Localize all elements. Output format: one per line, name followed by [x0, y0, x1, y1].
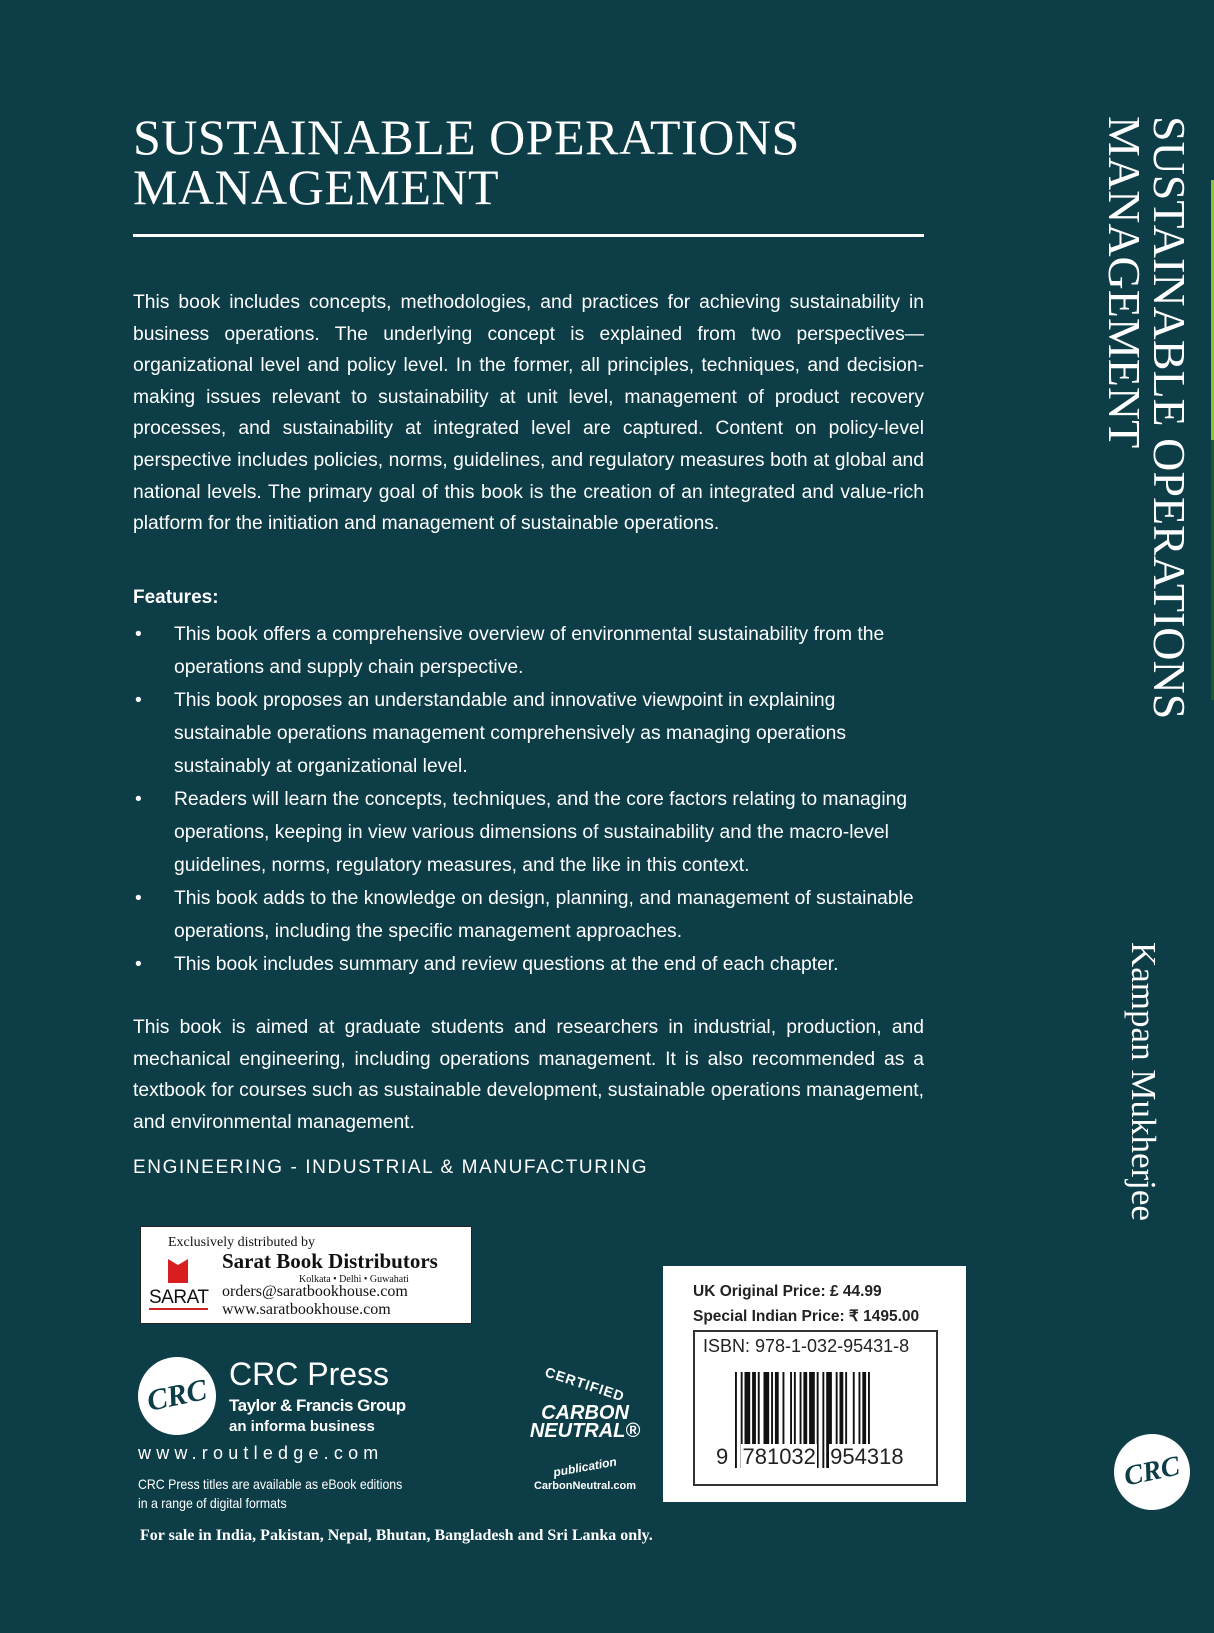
- title-line-2: MANAGEMENT: [133, 159, 500, 215]
- book-title: [133, 109, 800, 215]
- distributor-name: Sarat Book Distributors: [222, 1249, 438, 1273]
- feature-item: [133, 948, 924, 981]
- feature-text: Readers will learn the concepts, techniques, and the core factors relating to managing operations, keeping in view various dimensions of sustainability and the macro-level guidelines, norms, regulatory measures, and the like in this context.: [174, 789, 908, 876]
- price-box: [663, 1266, 966, 1502]
- badge-carbon: CARBON: [541, 1402, 629, 1424]
- bullet: •: [135, 954, 142, 975]
- sarat-logo: [149, 1259, 209, 1317]
- barcode-digit-first: 9: [716, 1444, 729, 1469]
- barcode-digits-right: 954318: [830, 1444, 904, 1469]
- feature-item: [133, 618, 924, 684]
- badge-certified: CERTIFIED: [543, 1363, 627, 1405]
- bullet: •: [135, 624, 142, 645]
- book-mark-icon: [168, 1259, 188, 1283]
- description: This book includes concepts, methodologies, and practices for achieving sustainability in business operations. The underlying concept is explained from two perspectives—organizational level and policy level. In the former, all principles, techniques, and decision-making issues relevant to sustainability at unit level, management of product recovery processes, and sustainability at integrated level are captured. Content on policy-level perspective includes policies, norms, guidelines, and regulatory measures both at global and national levels. The primary goal of this book is the creation of an integrated and value-rich platform for the initiation and management of sustainable operations.: [133, 292, 924, 535]
- publisher-group: Taylor & Francis Group: [229, 1396, 406, 1415]
- publisher-name: CRC Press: [229, 1356, 390, 1392]
- bullet: •: [135, 789, 142, 810]
- barcode-digits-left: 781032: [742, 1444, 816, 1469]
- subject-category: ENGINEERING - INDUSTRIAL & MANUFACTURING: [133, 1157, 649, 1178]
- spine-title-line1: SUSTAINABLE OPERATIONS: [1144, 116, 1195, 720]
- spine-crc-logo: CRC: [1107, 1427, 1197, 1517]
- title-divider: [133, 234, 924, 237]
- badge-publication: publication: [552, 1454, 618, 1480]
- distributor-cities: Kolkata • Delhi • Guwahati: [299, 1274, 409, 1285]
- spine-author: Kampan Mukherjee: [1124, 942, 1163, 1221]
- sale-territory-notice: For sale in India, Pakistan, Nepal, Bhutan, Bangladesh and Sri Lanka only.: [140, 1527, 653, 1544]
- feature-text: This book includes summary and review questions at the end of each chapter.: [174, 954, 839, 975]
- crc-logo: CRC: [131, 1350, 224, 1443]
- distributor-intro: Exclusively distributed by: [168, 1235, 315, 1250]
- badge-site: CarbonNeutral.com: [533, 1480, 637, 1492]
- indian-price: Special Indian Price: ₹ 1495.00: [693, 1308, 920, 1325]
- feature-text: This book offers a comprehensive overview of environmental sustainability from the operations and supply chain perspective.: [174, 624, 885, 678]
- ebook-note: [138, 1475, 402, 1513]
- sarat-logo-text: SARAT: [149, 1287, 209, 1308]
- audience-paragraph: This book is aimed at graduate students and researchers in industrial, production, and mechanical engineering, including operations management. It is also recommended as a textbook for courses such as sustainable development, sustainable operations management, and environmental management.: [133, 1017, 925, 1133]
- feature-item: [133, 783, 924, 882]
- publisher-website[interactable]: www.routledge.com: [138, 1443, 384, 1463]
- feature-text: This book proposes an understandable and innovative viewpoint in explaining sustainable operations management comprehensively as managing operations sustainably at organizational level.: [174, 690, 847, 777]
- ebook-note-line1: CRC Press titles are available as eBook editions: [138, 1476, 403, 1492]
- isbn-text: ISBN: 978-1-032-95431-8: [703, 1336, 910, 1356]
- isbn-barcode-box: [693, 1330, 938, 1486]
- publisher-business: an informa business: [229, 1418, 375, 1435]
- distributor-website[interactable]: www.saratbookhouse.com: [222, 1301, 391, 1318]
- carbon-neutral-badge: [520, 1363, 650, 1500]
- features-heading: Features:: [133, 587, 219, 608]
- spine-title: [1099, 116, 1195, 720]
- features-list: [133, 618, 924, 981]
- feature-item: [133, 882, 924, 948]
- ebook-note-line2: in a range of digital formats: [138, 1495, 287, 1511]
- feature-text: This book adds to the knowledge on design, planning, and management of sustainable operations, including the specific management approaches.: [174, 888, 914, 942]
- title-line-1: SUSTAINABLE OPERATIONS: [133, 109, 800, 165]
- distributor-email[interactable]: orders@saratbookhouse.com: [222, 1283, 408, 1300]
- uk-price: UK Original Price: £ 44.99: [693, 1283, 882, 1300]
- distributor-box: [140, 1226, 472, 1324]
- barcode-digits: [715, 1444, 905, 1470]
- bullet: •: [135, 690, 142, 711]
- spine-title-line2: MANAGEMENT: [1099, 116, 1150, 449]
- bullet: •: [135, 888, 142, 909]
- badge-neutral: NEUTRAL®: [529, 1420, 641, 1442]
- feature-item: [133, 684, 924, 783]
